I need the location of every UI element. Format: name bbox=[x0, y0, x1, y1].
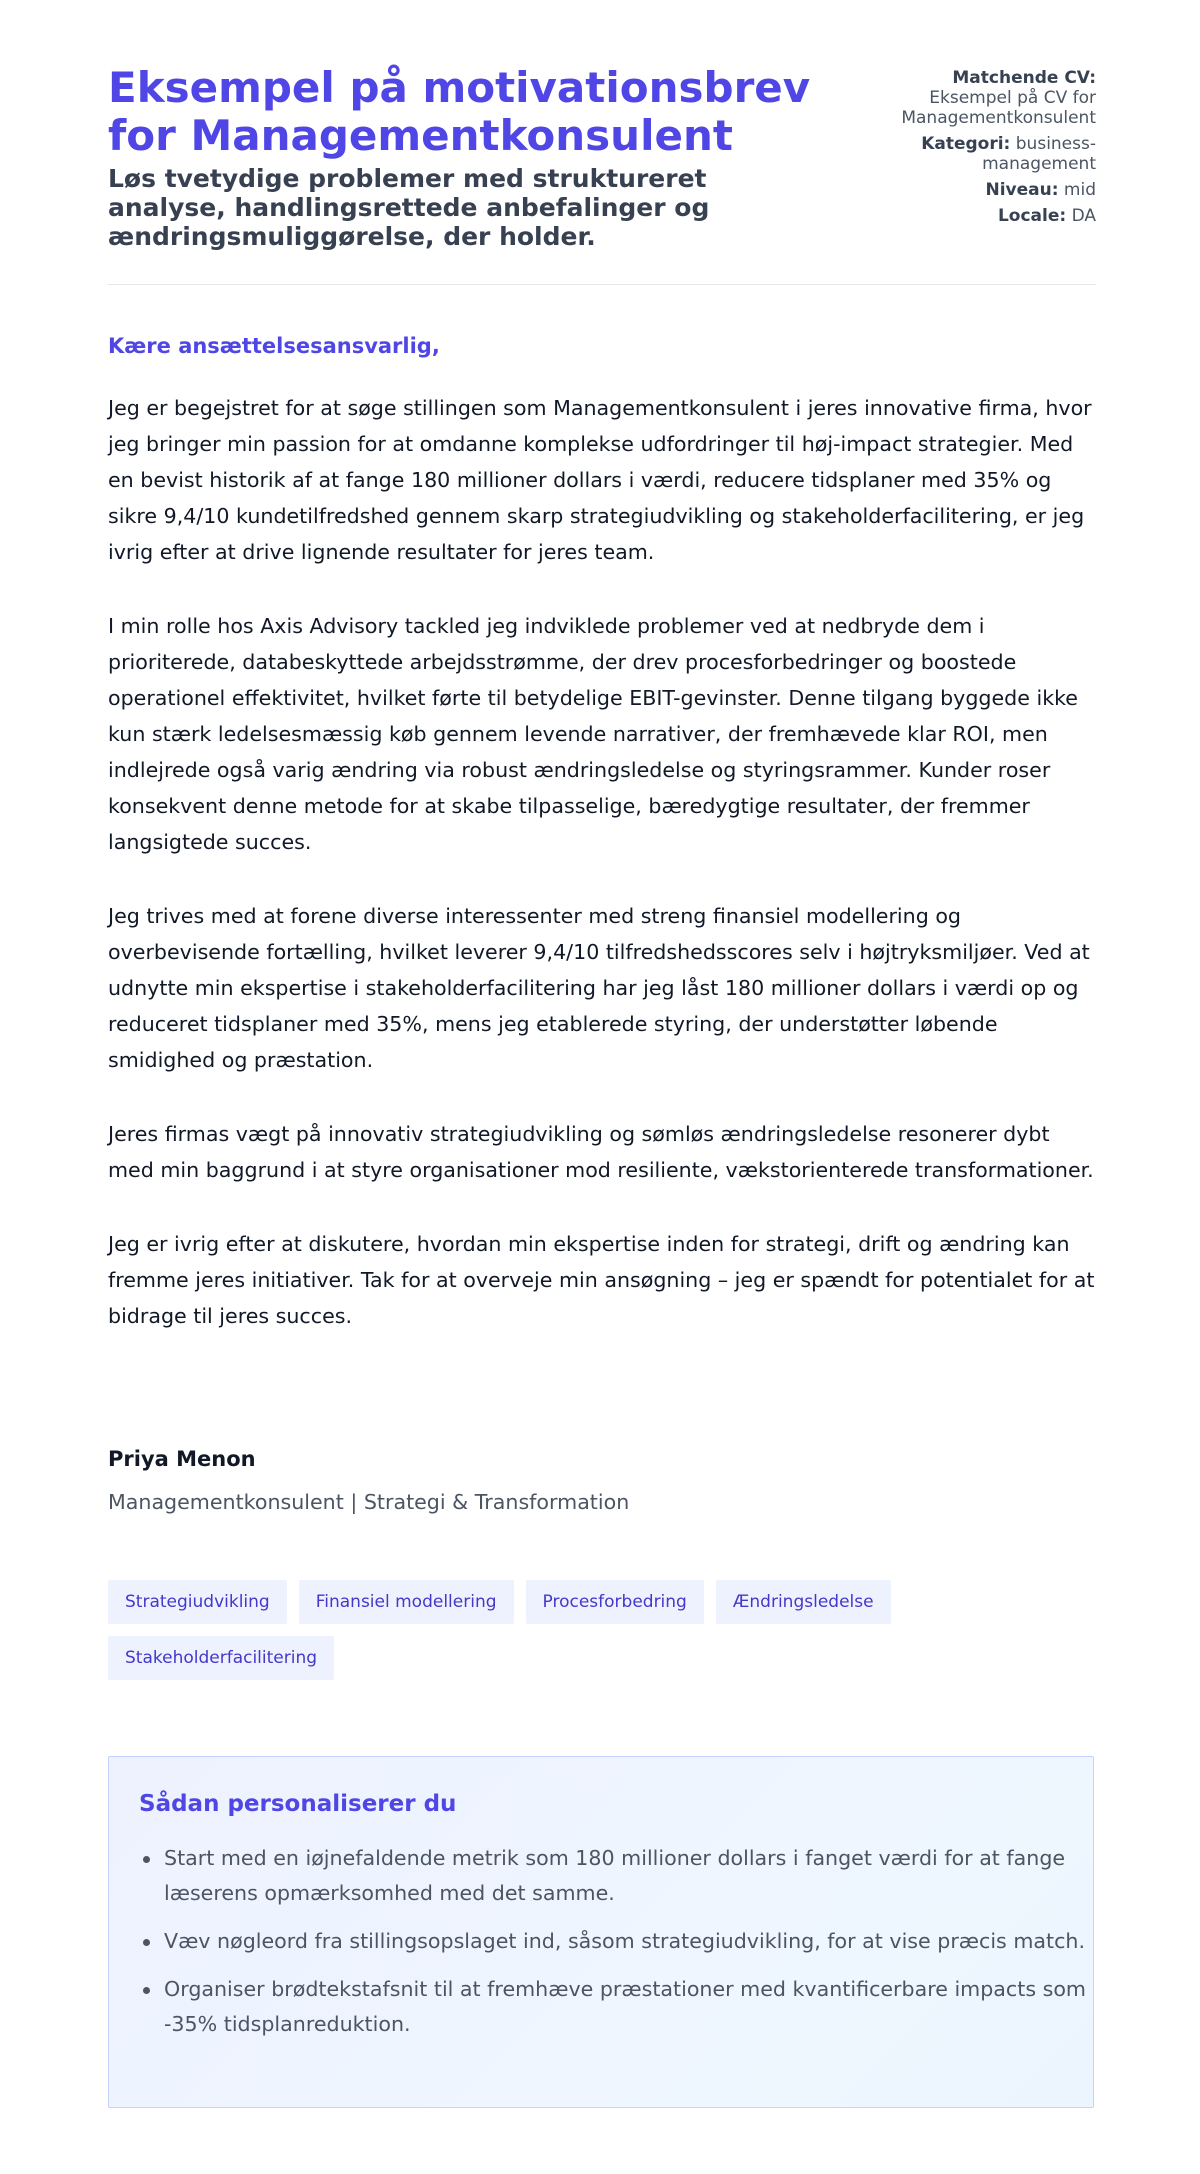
page-subtitle: Løs tvetydige problemer med struktureret analyse, handlingsrettede anbefalinger og ændringsmuliggørelse, der holder. bbox=[108, 164, 710, 251]
signature-role: Managementkonsulent | Strategi & Transformation bbox=[108, 1490, 630, 1514]
meta-level-label: Niveau: bbox=[985, 180, 1059, 200]
letter-body bbox=[108, 390, 1100, 1372]
header bbox=[108, 64, 1096, 251]
meta-locale bbox=[856, 206, 1096, 226]
skill-tag[interactable]: Strategiudvikling bbox=[108, 1580, 287, 1624]
skill-tag[interactable]: Ændringsledelse bbox=[716, 1580, 891, 1624]
letter-paragraph: Jeg er ivrig efter at diskutere, hvordan min ekspertise inden for strategi, drift og ændring kan fremme jeres initiativer. Tak for at overveje min ansøgning – jeg er spændt for potentialet for at bidrage til jeres succes. bbox=[108, 1232, 1095, 1328]
meta-level bbox=[856, 180, 1096, 200]
skill-tag[interactable]: Stakeholderfacilitering bbox=[108, 1636, 334, 1680]
letter-paragraph: Jeg trives med at forene diverse interessenter med streng finansiel modellering og overbevisende fortælling, hvilket leverer 9,4/10 tilfredshedsscores selv i højtryksmiljøer. Ved at udnytte min ekspertise i stakeholderfacilitering har jeg låst 180 millioner dollars i værdi op og reduceret tidsplaner med 35%, mens jeg etablerede styring, der understøtter løbende smidighed og præstation. bbox=[108, 904, 1090, 1072]
meta-matching-cv-value: Eksempel på CV for Managementkonsulent bbox=[901, 88, 1096, 128]
personalization-tips-box bbox=[108, 1756, 1094, 2108]
meta-matching-cv-label: Matchende CV: bbox=[952, 68, 1096, 88]
tips-list-item: Væv nøgleord fra stillingsopslaget ind, såsom strategiudvikling, for at vise præcis match. bbox=[164, 1924, 1094, 1959]
letter-paragraph: Jeg er begejstret for at søge stillingen som Managementkonsulent i jeres innovative firma, hvor jeg bringer min passion for at omdanne komplekse udfordringer til høj-impact strategier. Med en bevist historik af at fange 180 millioner dollars i værdi, reducere tidsplaner med 35% og sikre 9,4/10 kundetilfredshed gennem skarp strategiudvikling og stakeholderfacilitering, er jeg ivrig efter at drive lignende resultater for jeres team. bbox=[108, 396, 1092, 564]
skill-tag[interactable]: Finansiel modellering bbox=[299, 1580, 514, 1624]
meta-locale-label: Locale: bbox=[997, 206, 1067, 226]
tips-list bbox=[139, 1841, 1094, 2055]
meta-category-label: Kategori: bbox=[921, 134, 1011, 154]
meta-level-value: mid bbox=[1063, 180, 1096, 200]
meta-category bbox=[856, 134, 1096, 174]
title-block bbox=[108, 64, 828, 251]
skill-tag[interactable]: Procesforbedring bbox=[526, 1580, 704, 1624]
meta-category-value: business-management bbox=[982, 134, 1096, 174]
tips-list-item: Organiser brødtekstafsnit til at fremhæve præstationer med kvantificerbare impacts som -35% tidsplanreduktion. bbox=[164, 1972, 1094, 2042]
tips-list-item: Start med en iøjnefaldende metrik som 180 millioner dollars i fanget værdi for at fange læserens opmærksomhed med det samme. bbox=[164, 1841, 1094, 1911]
header-divider bbox=[108, 284, 1096, 285]
tips-title: Sådan personaliserer du bbox=[139, 1791, 457, 1817]
letter-paragraph: I min rolle hos Axis Advisory tackled jeg indviklede problemer ved at nedbryde dem i prioriterede, databeskyttede arbejdsstrømme, der drev procesforbedringer og boostede operationel effektivitet, hvilket førte til betydelige EBIT-gevinster. Denne tilgang byggede ikke kun stærk ledelsesmæssig køb gennem levende narrativer, der fremhævede klar ROI, men indlejrede også varig ændring via robust ændringsledelse og styringsrammer. Kunder roser konsekvent denne metode for at skabe tilpasselige, bæredygtige resultater, der fremmer langsigtede succes. bbox=[108, 614, 1078, 854]
meta-matching-cv bbox=[856, 68, 1096, 128]
signature-name: Priya Menon bbox=[108, 1447, 256, 1471]
skill-tags bbox=[108, 1580, 1100, 1680]
letter-greeting: Kære ansættelsesansvarlig, bbox=[108, 334, 440, 358]
meta-locale-value: DA bbox=[1071, 206, 1096, 226]
letter-paragraph: Jeres firmas vægt på innovativ strategiudvikling og sømløs ændringsledelse resonerer dybt med min baggrund i at styre organisationer mod resiliente, vækstorienterede transformationer. bbox=[108, 1122, 1094, 1182]
meta-panel bbox=[856, 64, 1096, 251]
page-title: Eksempel på motivationsbrev for Managementkonsulent bbox=[108, 63, 811, 160]
